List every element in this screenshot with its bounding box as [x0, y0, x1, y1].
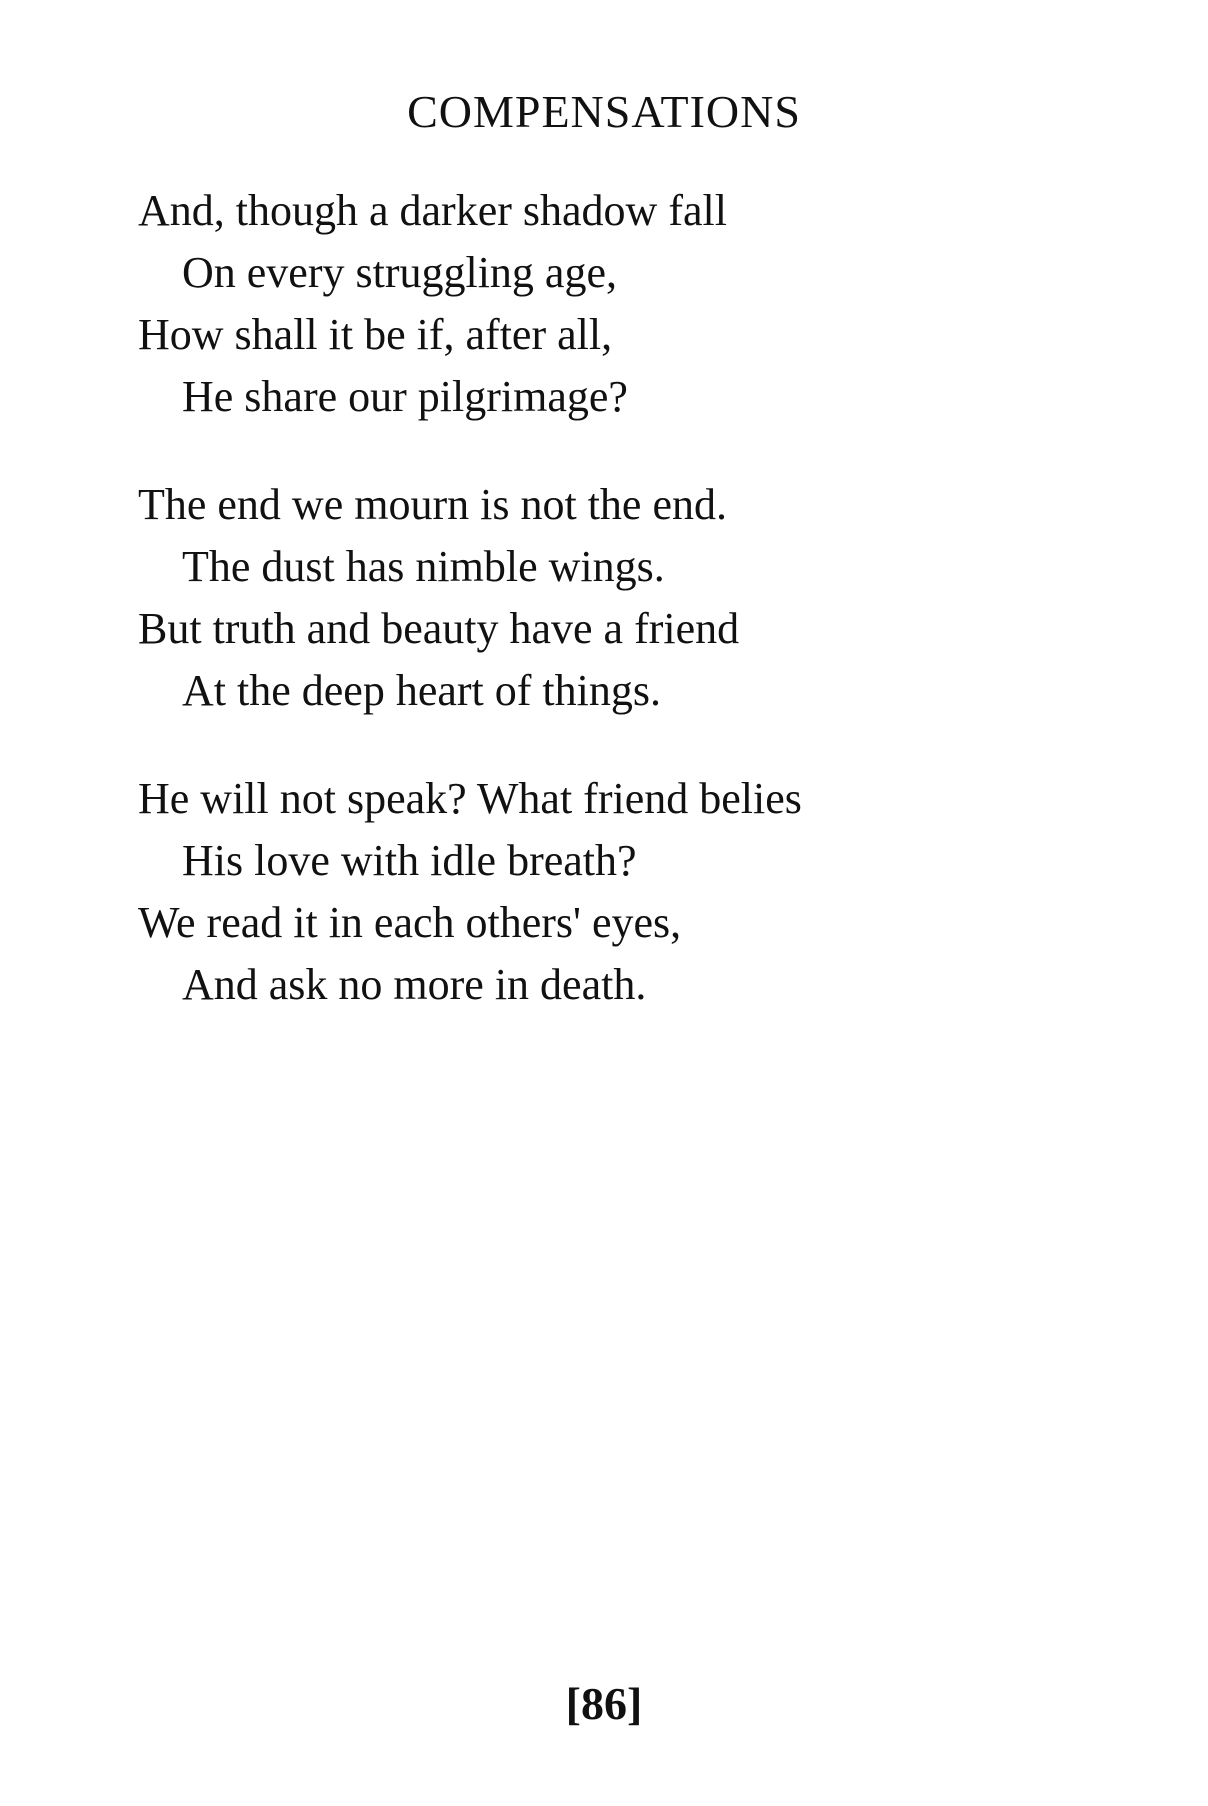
- poem-stanza-1: [138, 180, 1138, 428]
- page-number: [86]: [565, 1678, 643, 1729]
- poem-line: He share our pilgrimage?: [182, 372, 628, 421]
- poem-line: The end we mourn is not the end.: [138, 480, 727, 529]
- poem-line: At the deep heart of things.: [182, 666, 661, 715]
- poem-line: He will not speak? What friend belies: [138, 774, 802, 823]
- poem-line: On every struggling age,: [182, 248, 617, 297]
- poem-stanza-3: [138, 768, 1138, 1016]
- poem-line: And ask no more in death.: [182, 960, 647, 1009]
- poem-line: But truth and beauty have a friend: [138, 604, 740, 653]
- poem-line: His love with idle breath?: [182, 836, 637, 885]
- page-title: COMPENSATIONS: [407, 86, 801, 137]
- poem-line: We read it in each others' eyes,: [138, 898, 682, 947]
- poem-line: And, though a darker shadow fall: [138, 186, 727, 235]
- poem-line: How shall it be if, after all,: [138, 310, 613, 359]
- poem-line: The dust has nimble wings.: [182, 542, 665, 591]
- poem-stanza-2: [138, 474, 1138, 722]
